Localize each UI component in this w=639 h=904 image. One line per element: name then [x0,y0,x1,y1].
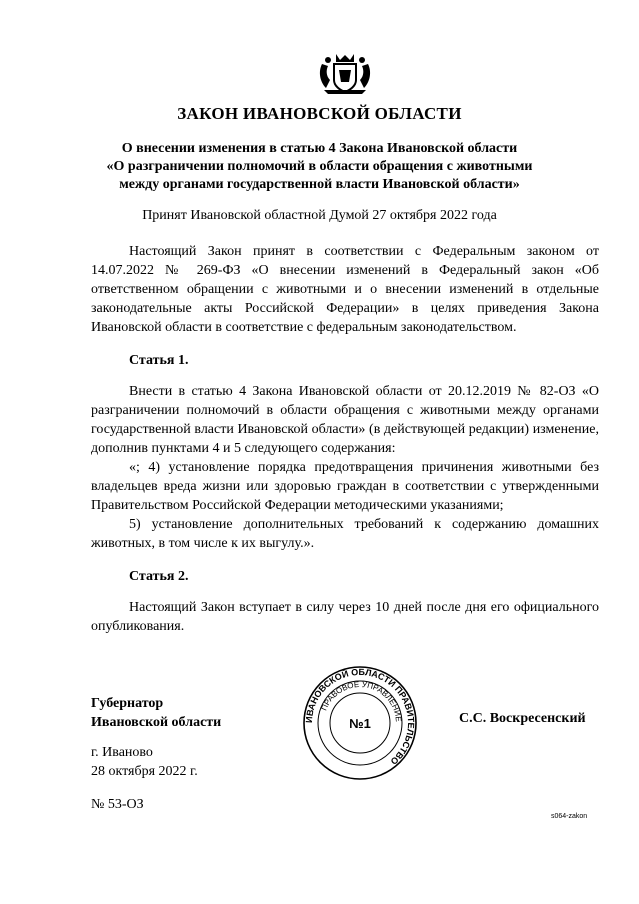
subtitle-line: «О разграничении полномочий в области обращения с животными [106,159,533,174]
preamble-paragraph: Настоящий Закон принят в соответствии с Федеральным законом от 14.07.2022 № 269-ФЗ «О внесении изменений в Федеральный закон «Об ответственном обращении с животными и о внесении изменений в отдельные законодательные акты Российской Федерации» в целях приведения Закона Ивановской области в соответствие с федеральным законодательством. [91,244,599,335]
article-1-paragraph: «; 4) установление порядка предотвращения причинения животными без владельцев вреда жизни или здоровью граждан в соответствии с утвержденными Правительством Российской Федерации методическими указаниями; [91,460,599,513]
seal-center-number: №1 [349,716,371,731]
seal-outer-text: ИВАНОВСКОЙ ОБЛАСТИ ПРАВИТЕЛЬСТВО [303,666,417,767]
document-subtitle [60,140,579,194]
document-code: s064-zakon [551,813,588,820]
law-number: № 53-ОЗ [91,797,144,812]
article-2-paragraph: Настоящий Закон вступает в силу через 10 дней после дня его официального опубликования. [91,600,599,634]
coat-of-arms-icon [316,50,374,96]
place-line: г. Иваново [91,745,153,760]
subtitle-line: между органами государственной власти Ивановской области» [119,177,520,192]
seal-inner-text: ПРАВОВОЕ УПРАВЛЕНИЕ [319,679,404,723]
official-seal-stamp [302,665,418,781]
signatory-name: С.С. Воскресенский [459,711,586,726]
signatory-position [91,694,221,732]
article-1-paragraph: Внести в статью 4 Закона Ивановской области от 20.12.2019 № 82-ОЗ «О разграничении полномочий в области обращения с животными между органами государственной власти Ивановской области» (в действующей редакции) изменение, дополнив пунктами 4 и 5 следующего содержания: [91,384,599,456]
subtitle-line: О внесении изменения в статью 4 Закона Ивановской области [121,141,518,156]
article-1-paragraph: 5) установление дополнительных требований к содержанию домашних животных, в том числе к их выгулу.». [91,517,599,551]
signatory-position-line: Ивановской области [91,715,222,730]
article-1-heading: Статья 1. [129,353,189,368]
place-and-date [91,743,198,781]
date-line: 28 октября 2022 г. [91,764,198,779]
article-2-heading: Статья 2. [129,569,189,584]
signatory-position-line: Губернатор [91,696,164,711]
document-title: ЗАКОН ИВАНОВСКОЙ ОБЛАСТИ [177,104,462,123]
document-body [91,242,599,636]
adoption-line: Принят Ивановской областной Думой 27 октября 2022 года [142,208,497,223]
